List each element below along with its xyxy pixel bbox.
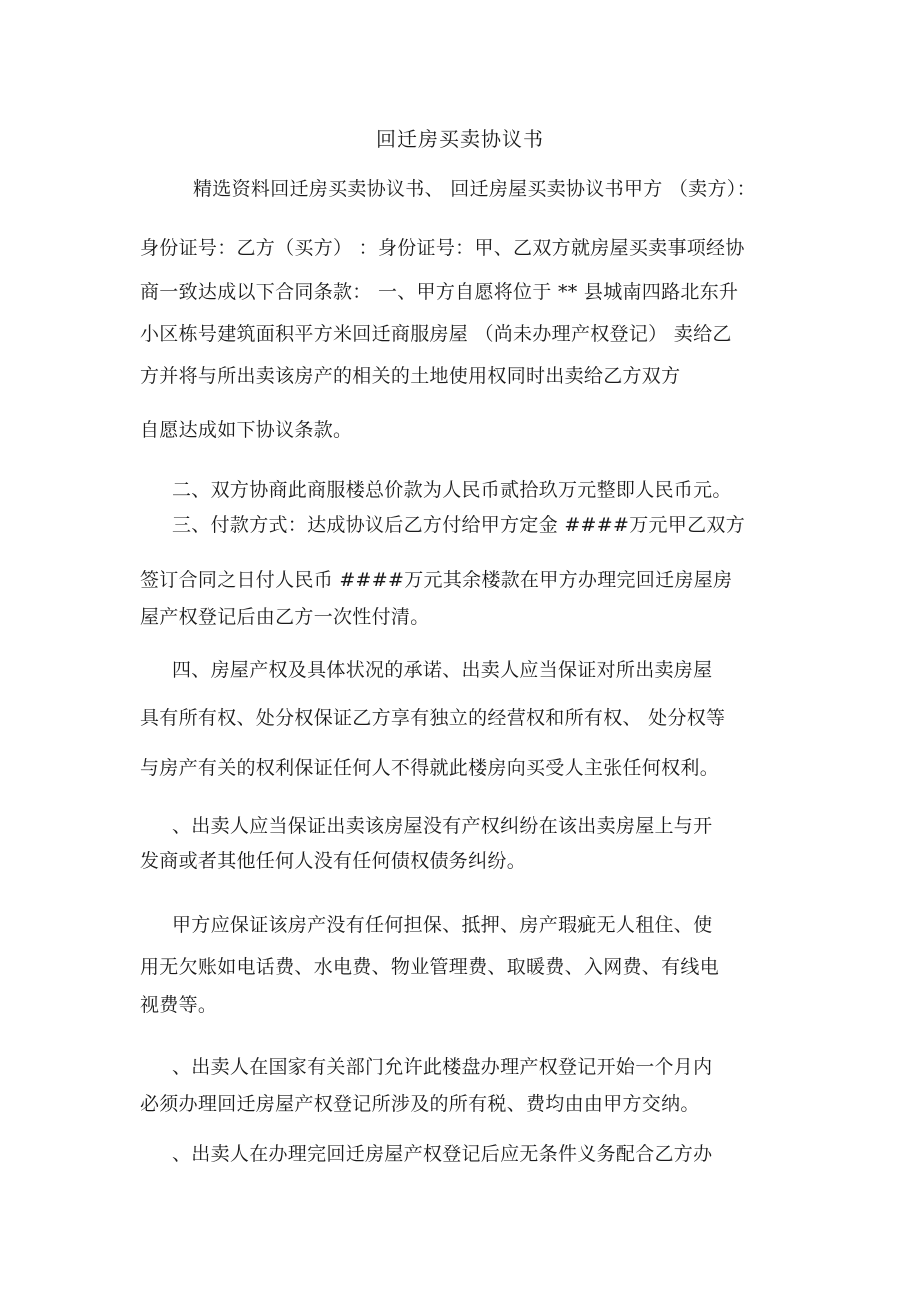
paragraph-line: 、出卖人应当保证出卖该房屋没有产权纠纷在该出卖房屋上与开: [172, 815, 713, 837]
paragraph-line: 精选资料回迁房买卖协议书、 回迁房屋买卖协议书甲方 （卖方）：: [193, 178, 756, 200]
paragraph-line: 视费等。: [140, 994, 218, 1016]
paragraph-line: 方并将与所出卖该房产的相关的土地使用权同时出卖给乙方双方: [140, 365, 681, 387]
paragraph-line: 、出卖人在办理完回迁房屋产权登记后应无条件义务配合乙方办: [172, 1143, 713, 1165]
paragraph-line: 自愿达成如下协议条款。: [140, 419, 353, 441]
paragraph-line: 具有所有权、处分权保证乙方享有独立的经营权和所有权、 处分权等: [140, 707, 726, 729]
paragraph-line: 屋产权登记后由乙方一次性付清。: [140, 606, 430, 628]
paragraph-line: 二、双方协商此商服楼总价款为人民币贰拾玖万元整即人民币元。: [172, 479, 732, 501]
paragraph-line: 四、房屋产权及具体状况的承诺、出卖人应当保证对所出卖房屋: [172, 659, 713, 681]
paragraph-line: 三、付款方式：达成协议后乙方付给甲方定金 ####万元甲乙双方: [172, 514, 746, 536]
paragraph-line: 身份证号：乙方（买方） ：身份证号：甲、乙双方就房屋买卖事项经协: [140, 237, 745, 259]
paragraph-line: 甲方应保证该房产没有任何担保、抵押、房产瑕疵无人租住、使: [172, 914, 713, 936]
document-title: 回迁房买卖协议书: [376, 127, 544, 151]
paragraph-line: 商一致达成以下合同条款： 一、甲方自愿将位于 ** 县城南四路北东升: [140, 281, 739, 303]
paragraph-line: 、出卖人在国家有关部门允许此楼盘办理产权登记开始一个月内: [172, 1056, 713, 1078]
paragraph-line: 与房产有关的权利保证任何人不得就此楼房向买受人主张任何权利。: [140, 757, 720, 779]
paragraph-line: 小区栋号建筑面积平方米回迁商服房屋 （尚未办理产权登记） 卖给乙: [140, 323, 732, 345]
paragraph-line: 必须办理回迁房屋产权登记所涉及的所有税、费均由由甲方交纳。: [140, 1093, 700, 1115]
paragraph-line: 签订合同之日付人民币 ####万元其余楼款在甲方办理完回迁房屋房: [140, 569, 733, 591]
paragraph-line: 用无欠账如电话费、水电费、物业管理费、取暖费、入网费、有线电: [140, 956, 720, 978]
paragraph-line: 发商或者其他任何人没有任何债权债务纠纷。: [140, 850, 527, 872]
